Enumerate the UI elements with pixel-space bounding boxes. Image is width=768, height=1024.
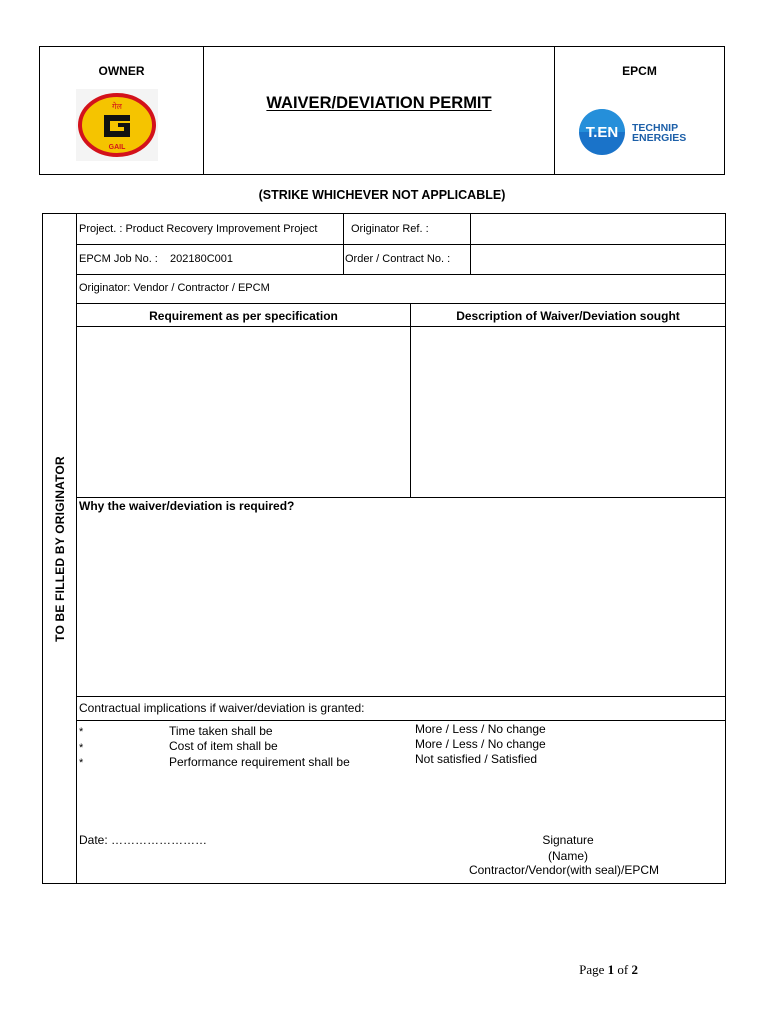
- title-cell: [204, 47, 554, 174]
- originator-field: Originator: Vendor / Contractor / EPCM: [79, 282, 270, 294]
- svg-text:T.EN: T.EN: [585, 124, 619, 141]
- side-label-column: [43, 214, 77, 883]
- description-field[interactable]: [411, 327, 725, 497]
- bullet: *: [79, 726, 84, 738]
- strike-note: (STRIKE WHICHEVER NOT APPLICABLE): [258, 188, 506, 202]
- owner-cell: [40, 47, 204, 174]
- svg-text:TECHNIP: TECHNIP: [632, 122, 679, 134]
- implication-options: More / Less / No change: [415, 737, 546, 751]
- row-divider: [77, 497, 725, 498]
- description-heading: Description of Waiver/Deviation sought: [456, 309, 680, 323]
- epcm-job-label: EPCM Job No. :: [79, 253, 158, 265]
- header-table: [39, 46, 725, 175]
- page-word: Page: [579, 962, 605, 977]
- side-label: TO BE FILLED BY ORIGINATOR: [52, 455, 67, 642]
- originator-ref-label: Originator Ref. :: [351, 223, 429, 235]
- order-contract-field[interactable]: [471, 245, 725, 274]
- implications-title: Contractual implications if waiver/deviation is granted:: [79, 701, 365, 715]
- epcm-label: EPCM: [622, 64, 657, 78]
- originator-form: [42, 213, 726, 884]
- signatory-label: Contractor/Vendor(with seal)/EPCM: [468, 863, 660, 877]
- requirement-heading: Requirement as per specification: [149, 309, 338, 323]
- date-field: Date: ……………………: [79, 833, 208, 847]
- requirement-field[interactable]: [78, 327, 410, 497]
- originator-ref-field[interactable]: [471, 215, 725, 244]
- epcm-cell: [554, 47, 724, 174]
- of-word: of: [617, 962, 629, 977]
- row-divider: [77, 303, 725, 304]
- row-divider: [77, 274, 725, 275]
- signature-label: Signature: [542, 833, 594, 847]
- bullet: *: [79, 757, 84, 769]
- name-label: (Name): [547, 849, 588, 863]
- page-total: 2: [631, 962, 638, 977]
- why-required-field[interactable]: [78, 514, 725, 696]
- page-title: WAIVER/DEVIATION PERMIT: [266, 94, 492, 112]
- svg-text:ENERGIES: ENERGIES: [632, 132, 687, 144]
- page-current: 1: [607, 962, 615, 977]
- row-divider: [77, 696, 725, 697]
- row-divider: [77, 720, 725, 721]
- implication-options: Not satisfied / Satisfied: [415, 752, 538, 766]
- bullet: *: [79, 742, 84, 754]
- svg-text:गेल: गेल: [112, 102, 122, 111]
- implication-label: Cost of item shall be: [169, 739, 278, 753]
- technip-energies-logo: [575, 105, 715, 155]
- owner-label: OWNER: [98, 64, 145, 78]
- gail-logo: [76, 89, 158, 161]
- svg-text:GAIL: GAIL: [108, 144, 126, 151]
- column-divider: [343, 214, 344, 274]
- page-number: [579, 962, 638, 978]
- why-required-label: Why the waiver/deviation is required?: [79, 499, 295, 513]
- project-field: Project. : Product Recovery Improvement Project: [79, 223, 318, 235]
- implication-options: More / Less / No change: [415, 722, 546, 736]
- implication-label: Performance requirement shall be: [169, 755, 350, 769]
- order-contract-label: Order / Contract No. :: [345, 253, 451, 265]
- epcm-job-value: 202180C001: [170, 253, 234, 265]
- implication-label: Time taken shall be: [169, 724, 273, 738]
